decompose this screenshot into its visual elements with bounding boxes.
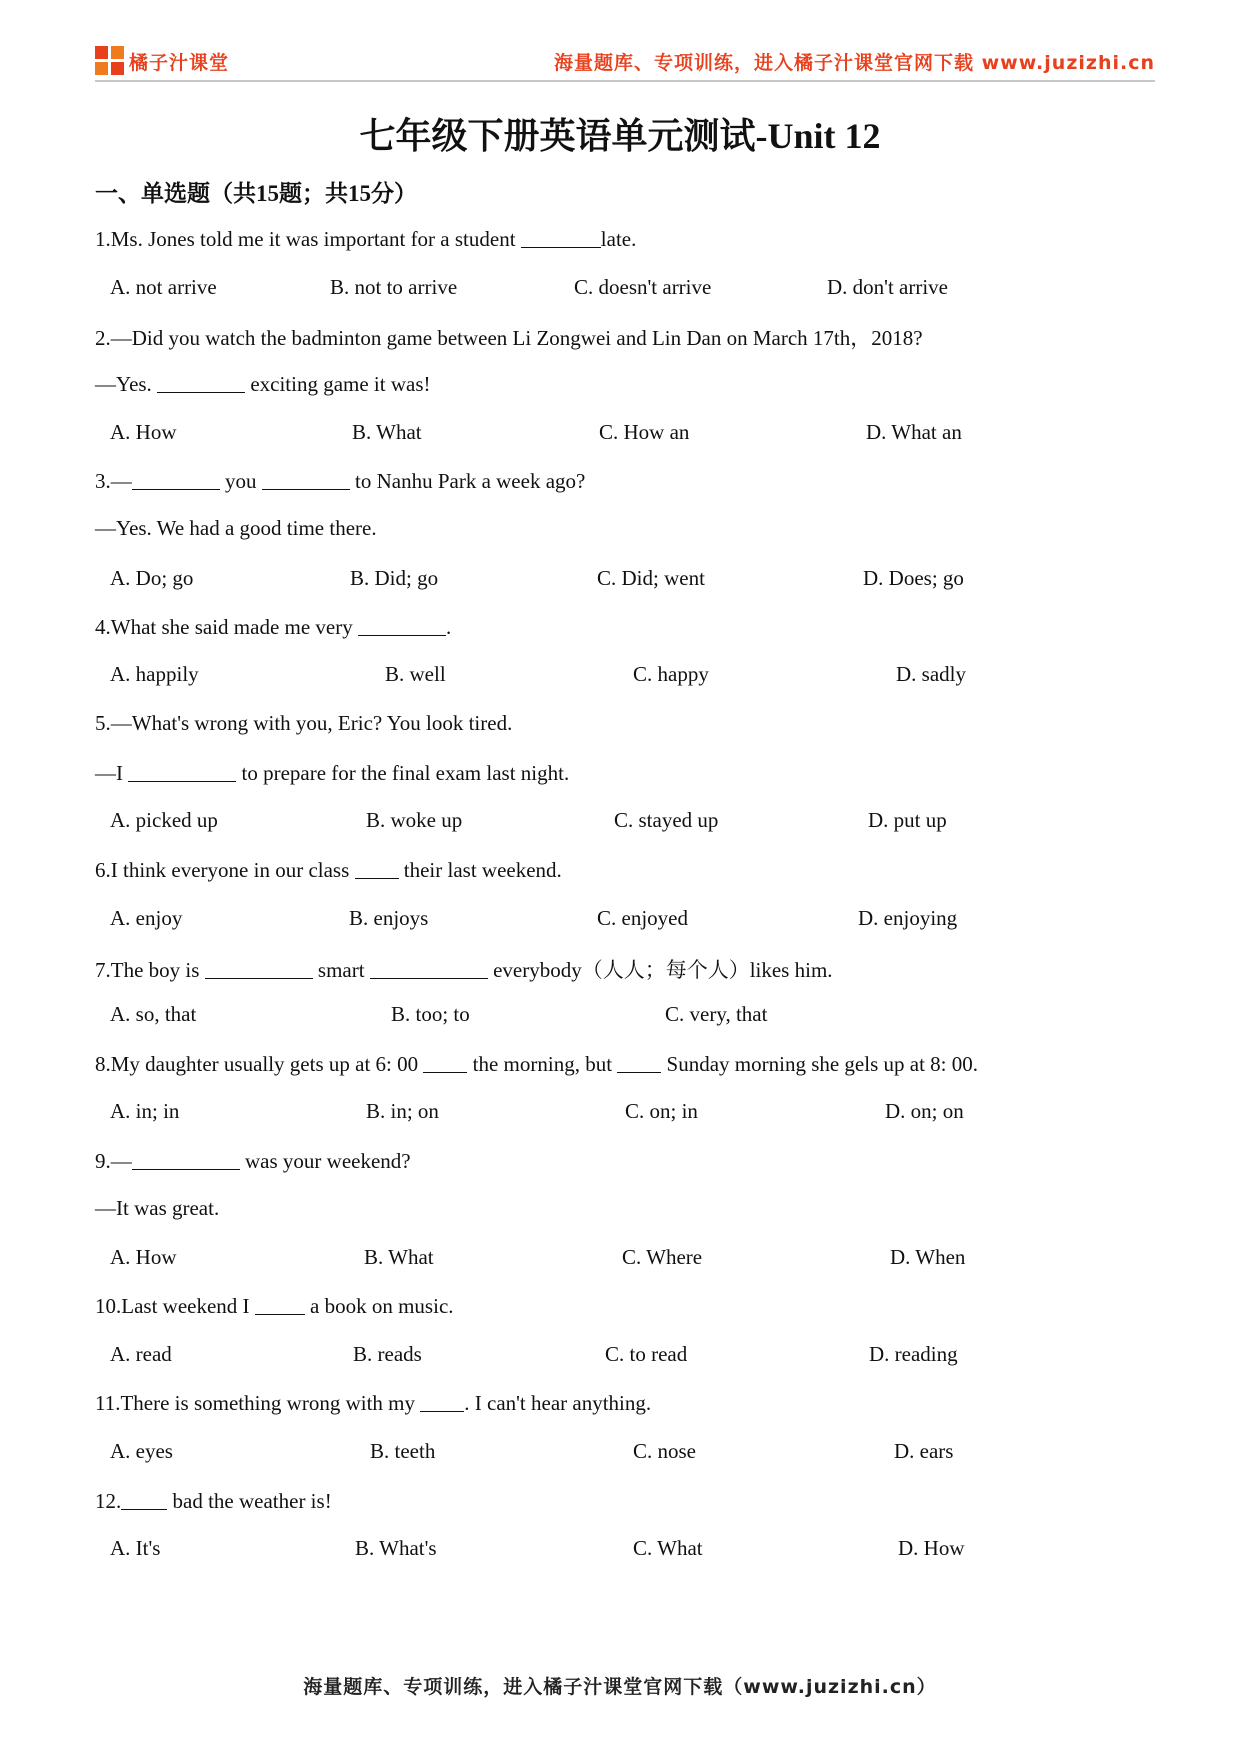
option: C. enjoyed (597, 906, 688, 930)
option: C. nose (633, 1439, 696, 1463)
answer-blank (262, 468, 350, 490)
option: A. It's (110, 1536, 161, 1560)
question-4: 4.What she said made me very . (95, 615, 452, 639)
header-tagline: 海量题库、专项训练，进入橘子汁课堂官网下载 www.juzizhi.cn (554, 52, 1155, 74)
question-10: 10.Last weekend I a book on music. (95, 1294, 454, 1318)
option: C. to read (605, 1342, 688, 1366)
option: A. happily (110, 662, 199, 686)
option: C. very, that (665, 1002, 768, 1026)
option: B. enjoys (349, 906, 429, 930)
answer-blank (132, 468, 220, 490)
option: D. When (890, 1245, 966, 1269)
question-9-response: —It was great. (95, 1196, 220, 1220)
answer-blank (370, 957, 488, 979)
answer-blank (355, 857, 399, 879)
answer-blank (132, 1148, 240, 1170)
option: B. not to arrive (330, 275, 458, 299)
question-3: 3.— you to Nanhu Park a week ago? (95, 469, 586, 493)
answer-blank (157, 371, 245, 393)
option: C. stayed up (614, 808, 719, 832)
option: A. so, that (110, 1002, 197, 1026)
option: C. Did; went (597, 566, 705, 590)
answer-blank (255, 1293, 305, 1315)
option: B. Did; go (350, 566, 439, 590)
section-heading: 一、单选题（共15题；共15分） (95, 181, 417, 206)
answer-blank (423, 1051, 467, 1073)
option: B. well (385, 662, 446, 686)
option: B. What (364, 1245, 434, 1269)
option: A. read (110, 1342, 172, 1366)
question-2-response: —Yes. exciting game it was! (95, 372, 431, 396)
option: B. teeth (370, 1439, 436, 1463)
option: A. Do; go (110, 566, 194, 590)
question-7: 7.The boy is smart everybody（人人；每个人）likes him. (95, 958, 833, 982)
option: C. happy (633, 662, 709, 686)
option: D. ears (894, 1439, 954, 1463)
option: D. What an (866, 420, 962, 444)
option: C. How an (599, 420, 690, 444)
option: B. reads (353, 1342, 422, 1366)
answer-blank (358, 614, 446, 636)
option: A. eyes (110, 1439, 173, 1463)
option: D. put up (868, 808, 947, 832)
option: D. How (898, 1536, 965, 1560)
answer-blank (420, 1390, 464, 1412)
option: A. enjoy (110, 906, 183, 930)
answer-blank (121, 1488, 167, 1510)
question-5-response: —I to prepare for the final exam last night. (95, 761, 570, 785)
question-9: 9.— was your weekend? (95, 1149, 411, 1173)
question-3-response: —Yes. We had a good time there. (95, 516, 377, 540)
page-footer: 海量题库、专项训练，进入橘子汁课堂官网下载（www.juzizhi.cn） (303, 1676, 937, 1698)
question-11: 11.There is something wrong with my . I can't hear anything. (95, 1391, 652, 1415)
option: C. doesn't arrive (574, 275, 712, 299)
option: B. too; to (391, 1002, 470, 1026)
option: A. in; in (110, 1099, 180, 1123)
page-title: 七年级下册英语单元测试-Unit 12 (359, 116, 881, 156)
page-header (95, 40, 1155, 82)
option: B. woke up (366, 808, 463, 832)
answer-blank (205, 957, 313, 979)
brand-logo (95, 46, 229, 76)
option: D. sadly (896, 662, 966, 686)
question-6: 6.I think everyone in our class their last weekend. (95, 858, 562, 882)
answer-blank (617, 1051, 661, 1073)
option: A. not arrive (110, 275, 217, 299)
option: A. How (110, 1245, 177, 1269)
option: C. What (633, 1536, 703, 1560)
option: D. enjoying (858, 906, 958, 930)
question-5: 5.—What's wrong with you, Eric? You look tired. (95, 711, 513, 735)
logo-text: 橘子汁课堂 (129, 51, 230, 74)
option: D. on; on (885, 1099, 964, 1123)
question-12: 12. bad the weather is! (95, 1489, 332, 1513)
answer-blank (521, 226, 601, 248)
option: B. What's (355, 1536, 437, 1560)
option: C. on; in (625, 1099, 698, 1123)
option: B. What (352, 420, 422, 444)
option: A. How (110, 420, 177, 444)
option: D. don't arrive (827, 275, 948, 299)
option: D. reading (869, 1342, 958, 1366)
option: C. Where (622, 1245, 703, 1269)
logo-icon (95, 46, 125, 76)
option: D. Does; go (863, 566, 964, 590)
question-8: 8.My daughter usually gets up at 6: 00 the morning, but Sunday morning she gels up at 8: 00. (95, 1052, 979, 1076)
answer-blank (128, 760, 236, 782)
question-2: 2.—Did you watch the badminton game between Li Zongwei and Lin Dan on March 17th，2018? (95, 326, 923, 350)
option: A. picked up (110, 808, 218, 832)
option: B. in; on (366, 1099, 439, 1123)
question-1: 1.Ms. Jones told me it was important for a student late. (95, 227, 637, 251)
